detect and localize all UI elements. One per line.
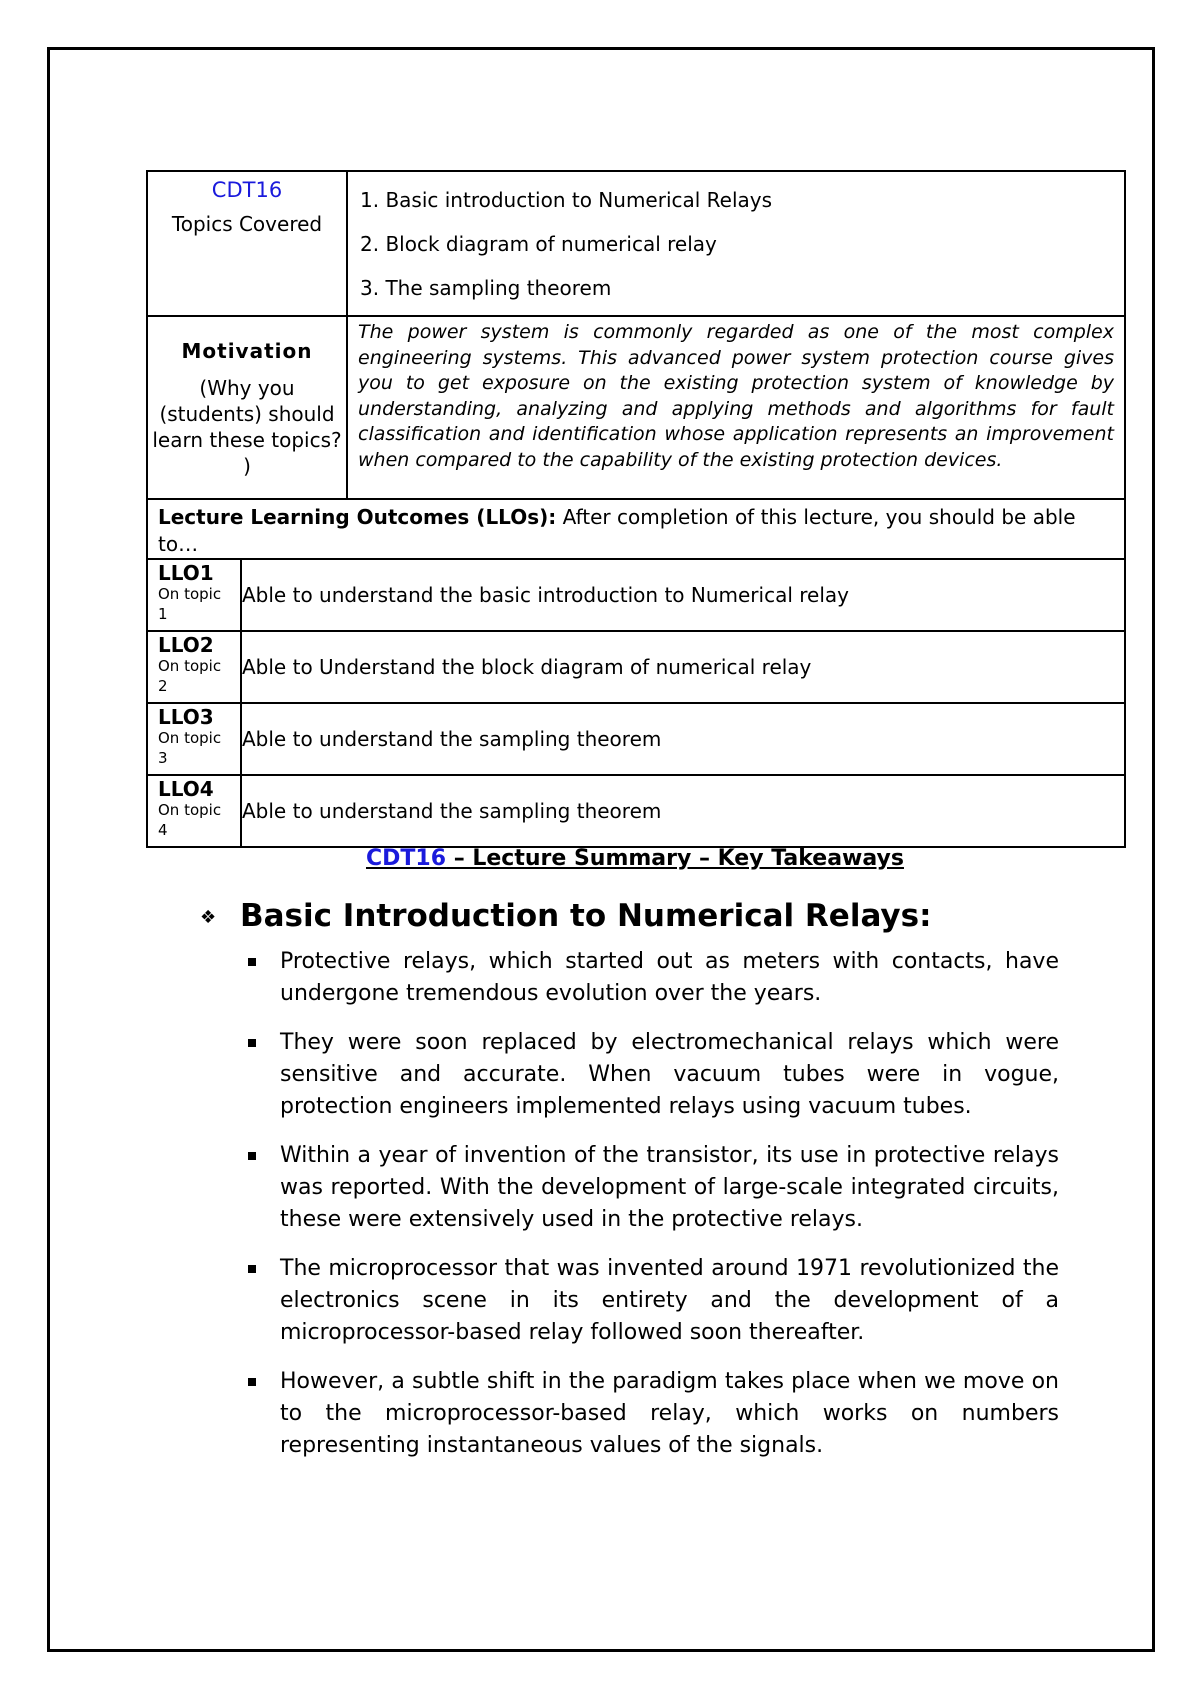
llo-code-cell [147,631,241,703]
topics-covered-label: Topics Covered [171,212,323,236]
llo-header-cell [147,499,1125,559]
motivation-label-cell [147,316,347,499]
llo-text: Able to understand the basic introduction to Numerical relay [241,559,1125,631]
topic-item: 3. The sampling theorem [360,276,612,300]
motivation-row [147,316,1125,499]
llo-row [147,703,1125,775]
llo-code: LLO3 [158,705,214,729]
motivation-title: Motivation [181,339,313,363]
list-item [246,1253,1059,1349]
list-item [246,946,1059,1010]
section-heading-text: Basic Introduction to Numerical Relays: [240,898,932,934]
square-bullet-icon [248,958,256,966]
llo-code-cell [147,775,241,847]
section-heading [200,898,931,934]
topics-row [147,171,1125,316]
llo-text: Able to understand the sampling theorem [241,775,1125,847]
llo-row [147,775,1125,847]
diamond-bullet-icon: ❖ [200,907,217,928]
llo-header-row [147,499,1125,559]
list-item [246,1140,1059,1236]
llo-topic-number: 4 [158,821,168,839]
llo-on-topic: On topic [158,801,222,819]
motivation-text-cell [347,316,1125,499]
llo-code-cell [147,559,241,631]
course-code: CDT16 [211,178,283,202]
llo-text: Able to understand the sampling theorem [241,703,1125,775]
list-item-text: The microprocessor that was invented around 1971 revolutionized the electronics scene in its entirety and the development of a microprocessor-based relay followed soon thereafter. [280,1256,1059,1345]
square-bullet-icon [248,1265,256,1273]
summary-course-code: CDT16 [366,846,447,871]
llo-code-cell [147,703,241,775]
square-bullet-icon [248,1152,256,1160]
llo-on-topic: On topic [158,729,222,747]
llo-topic-number: 1 [158,605,168,623]
topics-label-cell [147,171,347,316]
takeaways-list [246,946,1059,1479]
llo-header-text: After completion of this lecture, you should be able to… [158,505,1076,556]
summary-title [146,846,1124,871]
llo-on-topic: On topic [158,657,222,675]
topic-item: 2. Block diagram of numerical relay [360,232,717,256]
llo-header-bold: Lecture Learning Outcomes (LLOs): [158,505,557,529]
list-item-text: Within a year of invention of the transistor, its use in protective relays was reported. With the development of large-scale integrated circuits, these were extensively used in the protective relays. [280,1143,1059,1232]
square-bullet-icon [248,1378,256,1386]
llo-topic-number: 2 [158,677,168,695]
list-item-text: They were soon replaced by electromechanical relays which were sensitive and accurate. When vacuum tubes were in vogue, protection engineers implemented relays using vacuum tubes. [280,1030,1059,1119]
motivation-subtitle: (Why you (students) should learn these topics? ) [152,376,342,478]
llo-topic-number: 3 [158,749,168,767]
llo-code: LLO4 [158,777,214,801]
llo-text: Able to Understand the block diagram of numerical relay [241,631,1125,703]
llo-row [147,631,1125,703]
lecture-info-table [146,170,1126,848]
list-item [246,1027,1059,1123]
topics-list-cell [347,171,1125,316]
summary-title-text: – Lecture Summary – Key Takeaways [446,846,904,871]
llo-header [148,500,1124,558]
square-bullet-icon [248,1039,256,1047]
llo-on-topic: On topic [158,585,222,603]
list-item-text: However, a subtle shift in the paradigm takes place when we move on to the microprocessor-based relay, which works on numbers representing instantaneous values of the signals. [280,1369,1059,1458]
llo-row [147,559,1125,631]
topic-item: 1. Basic introduction to Numerical Relays [360,188,773,212]
list-item [246,1366,1059,1462]
llo-code: LLO2 [158,633,214,657]
llo-code: LLO1 [158,561,214,585]
motivation-text: The power system is commonly regarded as one of the most complex engineering systems. This advanced power system protection course gives you to get exposure on the existing protection system of knowledge by understanding, analyzing and applying methods and algorithms for fault classification and identification whose application represents an improvement when compared to the capability of the existing protection devices. [358,321,1114,471]
list-item-text: Protective relays, which started out as meters with contacts, have undergone tremendous evolution over the years. [280,949,1059,1006]
